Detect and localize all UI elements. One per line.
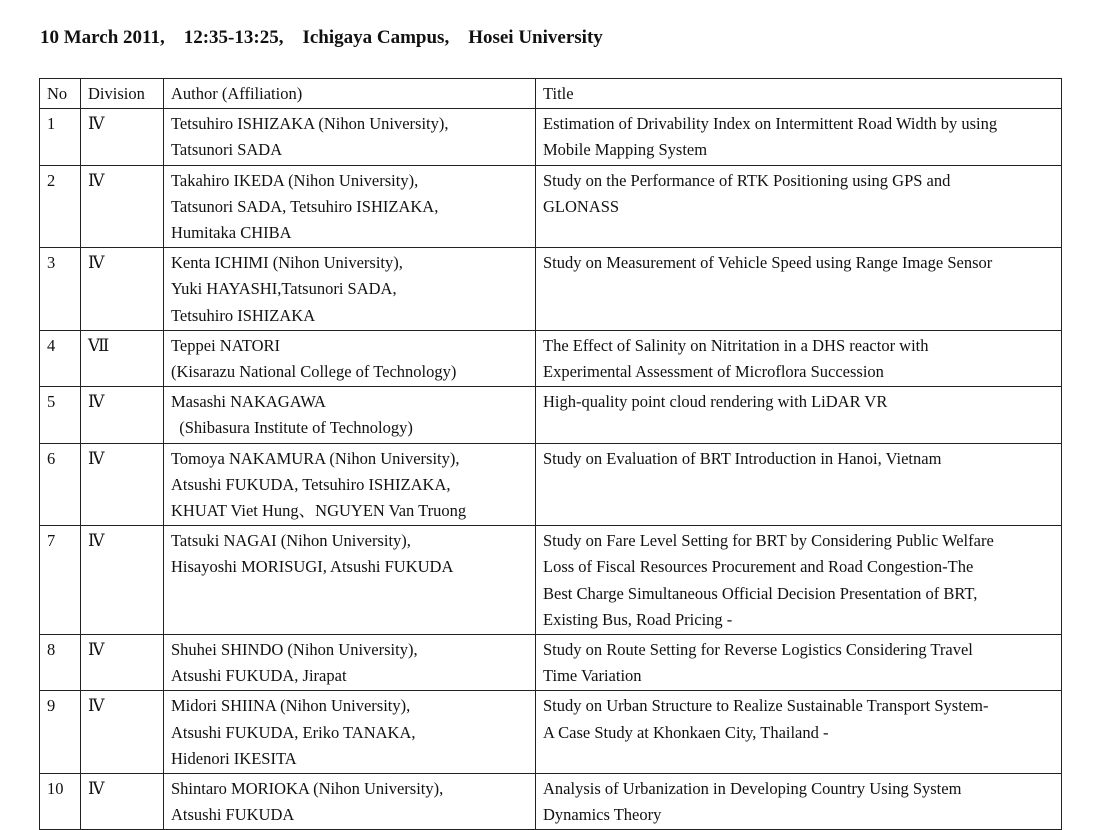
table-row (40, 691, 1062, 774)
table-row (40, 443, 1062, 526)
cell-no: 3 (40, 248, 81, 331)
cell-division: Ⅳ (81, 387, 164, 443)
table-row (40, 165, 1062, 248)
cell-author (164, 165, 536, 248)
cell-title (536, 165, 1062, 248)
title-text: The Effect of Salinity on Nitritation in a DHS reactor with Experimental Assessment of Microflora Succession (543, 335, 929, 382)
cell-division: Ⅳ (81, 635, 164, 691)
author-text: Kenta ICHIMI (Nihon University), Yuki HAYASHI,Tatsunori SADA, Tetsuhiro ISHIZAKA (171, 253, 403, 325)
cell-title (536, 387, 1062, 443)
table-header-row (40, 79, 1062, 109)
table-row (40, 248, 1062, 331)
title-text: High-quality point cloud rendering with LiDAR VR (543, 392, 888, 412)
presentation-table (39, 78, 1062, 830)
title-text: Study on Urban Structure to Realize Sustainable Transport System- A Case Study at Khonkaen City, Thailand - (543, 696, 989, 742)
cell-title (536, 109, 1062, 165)
cell-title (536, 330, 1062, 386)
author-text: Tetsuhiro ISHIZAKA (Nihon University), Tatsunori SADA (171, 114, 449, 160)
author-text: Takahiro IKEDA (Nihon University), Tatsunori SADA, Tetsuhiro ISHIZAKA, Humitaka CHIBA (171, 170, 439, 243)
column-header-author: Author (Affiliation) (164, 79, 536, 109)
cell-author (164, 774, 536, 830)
author-text: Tomoya NAKAMURA (Nihon University), Atsushi FUKUDA, Tetsuhiro ISHIZAKA, KHUAT Viet Hung、NGUYEN Van Truong (171, 448, 467, 521)
cell-division: Ⅳ (81, 248, 164, 331)
cell-division: Ⅳ (81, 526, 164, 635)
cell-title (536, 691, 1062, 774)
cell-division: Ⅶ (81, 330, 164, 386)
cell-no: 10 (40, 774, 81, 830)
cell-author (164, 248, 536, 331)
table-row (40, 109, 1062, 165)
column-header-title: Title (536, 79, 1062, 109)
title-text: Study on Route Setting for Reverse Logistics Considering Travel Time Variation (543, 640, 973, 686)
cell-no: 4 (40, 330, 81, 386)
author-text: Shuhei SHINDO (Nihon University), Atsushi FUKUDA, Jirapat (171, 640, 418, 686)
author-text: Tatsuki NAGAI (Nihon University), Hisayoshi MORISUGI, Atsushi FUKUDA (171, 531, 454, 577)
cell-author (164, 387, 536, 443)
cell-title (536, 443, 1062, 526)
cell-no: 9 (40, 691, 81, 774)
cell-title (536, 774, 1062, 830)
author-text: Masashi NAKAGAWA (Shibasura Institute of Technology) (171, 392, 413, 438)
cell-author (164, 635, 536, 691)
table-row (40, 330, 1062, 386)
cell-division: Ⅳ (81, 443, 164, 526)
author-text: Teppei NATORI (Kisarazu National College of Technology) (171, 335, 457, 382)
cell-author (164, 109, 536, 165)
title-text: Study on the Performance of RTK Positioning using GPS and GLONASS (543, 170, 951, 216)
cell-no: 8 (40, 635, 81, 691)
cell-author (164, 330, 536, 386)
cell-author (164, 526, 536, 635)
cell-author (164, 443, 536, 526)
title-text: Estimation of Drivability Index on Intermittent Road Width by using Mobile Mapping System (543, 114, 998, 160)
cell-division: Ⅳ (81, 165, 164, 248)
column-header-no: No (40, 79, 81, 109)
author-text: Midori SHIINA (Nihon University), Atsushi FUKUDA, Eriko TANAKA, Hidenori IKESITA (171, 696, 416, 768)
cell-title (536, 526, 1062, 635)
page-title: 10 March 2011, 12:35-13:25, Ichigaya Campus, Hosei University (40, 27, 603, 48)
cell-title (536, 635, 1062, 691)
cell-no: 5 (40, 387, 81, 443)
cell-division: Ⅳ (81, 109, 164, 165)
cell-division: Ⅳ (81, 691, 164, 774)
table-row (40, 387, 1062, 443)
cell-no: 1 (40, 109, 81, 165)
table-row (40, 774, 1062, 830)
column-header-division: Division (81, 79, 164, 109)
author-text: Shintaro MORIOKA (Nihon University), Atsushi FUKUDA (171, 779, 444, 825)
cell-no: 7 (40, 526, 81, 635)
table-row (40, 526, 1062, 635)
title-text: Study on Measurement of Vehicle Speed using Range Image Sensor (543, 253, 993, 273)
cell-division: Ⅳ (81, 774, 164, 830)
cell-title (536, 248, 1062, 331)
title-text: Analysis of Urbanization in Developing Country Using System Dynamics Theory (543, 779, 962, 825)
cell-no: 6 (40, 443, 81, 526)
cell-author (164, 691, 536, 774)
title-text: Study on Fare Level Setting for BRT by Considering Public Welfare Loss of Fiscal Resources Procurement and Road Congestion-The Best Charge Simultaneous Official Decision Presentation of BRT, Existing Bus, Road Pricing - (543, 531, 994, 629)
cell-no: 2 (40, 165, 81, 248)
title-text: Study on Evaluation of BRT Introduction in Hanoi, Vietnam (543, 448, 942, 468)
table-row (40, 635, 1062, 691)
